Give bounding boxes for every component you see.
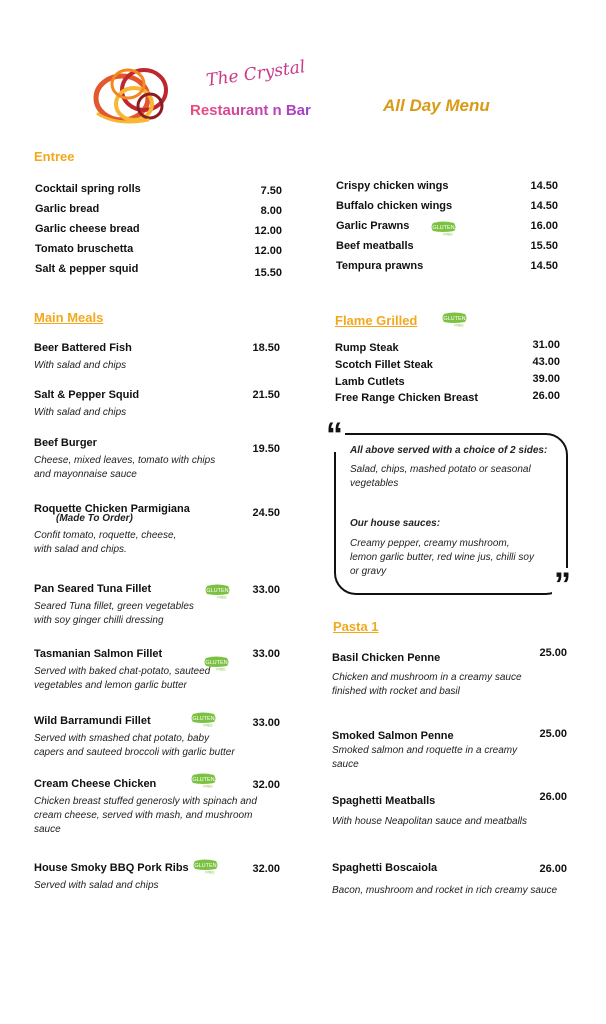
section-title-entree: Entree [34, 149, 75, 164]
pasta-item-price: 25.00 [539, 728, 567, 740]
entree-item-price: 15.50 [254, 267, 282, 279]
entree-item-name: Tomato bruschetta [35, 243, 134, 255]
gluten-free-badge-icon [192, 859, 219, 874]
main-item-name: Pan Seared Tuna Fillet [34, 583, 152, 595]
svg-text:FREE: FREE [217, 595, 227, 599]
main-item-note: (Made To Order) [56, 513, 133, 524]
entree-item-name: Garlic Prawns [336, 220, 410, 232]
quote-close: ” [554, 566, 571, 604]
gluten-free-badge-icon [190, 712, 217, 727]
pasta-item-price: 26.00 [539, 863, 567, 875]
entree-item-price: 7.50 [260, 185, 282, 197]
main-item-desc: With salad and chips [34, 360, 127, 371]
entree-item-name: Beef meatballs [336, 240, 414, 252]
section-title-flame-grilled: Flame Grilled [335, 313, 418, 328]
entree-item-name: Crispy chicken wings [336, 180, 449, 192]
entree-item-price: 8.00 [260, 205, 282, 217]
entree-item-price: 14.50 [530, 180, 558, 192]
entree-item-name: Tempura prawns [336, 260, 424, 272]
main-item-price: 32.00 [252, 779, 280, 791]
grill-item-price: 39.00 [532, 373, 560, 385]
entree-item-name: Garlic bread [35, 203, 100, 215]
entree-item-name: Salt & pepper squid [35, 263, 139, 275]
svg-text:FREE: FREE [454, 323, 464, 327]
entree-item-price: 15.50 [530, 240, 558, 252]
quote-open: “ [326, 416, 343, 454]
main-item-price: 33.00 [252, 584, 280, 596]
pasta-item-desc: finished with rocket and basil [332, 686, 460, 697]
entree-item-price: 12.00 [254, 245, 282, 257]
entree-item-name: Garlic cheese bread [35, 223, 140, 235]
main-item-desc: cream cheese, served with mash, and mushroom [34, 810, 253, 821]
entree-item-price: 14.50 [530, 260, 558, 272]
main-item-desc: Confit tomato, roquette, cheese, [34, 530, 177, 541]
main-item-price: 19.50 [252, 443, 280, 455]
brand-script: The Crystal [205, 57, 307, 91]
sides-title: All above served with a choice of 2 sides: [350, 445, 548, 456]
gluten-free-badge-icon [203, 656, 230, 671]
sauces-text-1: Creamy pepper, creamy mushroom, [350, 538, 510, 549]
svg-text:GLUTEN: GLUTEN [192, 716, 215, 722]
main-item-price: 24.50 [252, 507, 280, 519]
main-item-price: 33.00 [252, 717, 280, 729]
sides-text-1: Salad, chips, mashed potato or seasonal [350, 464, 531, 475]
main-item-desc: Chicken breast stuffed generosly with spinach and [34, 796, 257, 807]
main-item-desc: sauce [34, 824, 61, 835]
entree-item-price: 16.00 [530, 220, 558, 232]
sauces-title: Our house sauces: [350, 518, 441, 529]
pasta-item-desc: Chicken and mushroom in a creamy sauce [332, 672, 522, 683]
svg-text:FREE: FREE [203, 784, 213, 788]
grill-item-price: 43.00 [532, 356, 560, 368]
pasta-item-price: 26.00 [539, 791, 567, 803]
main-item-price: 33.00 [252, 648, 280, 660]
svg-text:GLUTEN: GLUTEN [205, 660, 228, 666]
svg-text:GLUTEN: GLUTEN [432, 225, 455, 231]
main-item-desc: and mayonnaise sauce [34, 469, 137, 480]
logo-swirl-icon [88, 54, 184, 134]
main-item-name: Salt & Pepper Squid [34, 389, 140, 401]
gluten-free-badge-icon [190, 773, 217, 788]
pasta-item-name: Smoked Salmon Penne [332, 730, 454, 742]
grill-item-name: Scotch Fillet Steak [335, 359, 433, 371]
entree-item-name: Cocktail spring rolls [35, 183, 141, 195]
main-item-desc: Cheese, mixed leaves, tomato with chips [34, 455, 216, 466]
entree-item-price: 12.00 [254, 225, 282, 237]
main-item-desc: Served with baked chat-potato, sauteed [34, 666, 211, 677]
pasta-item-desc: sauce [332, 759, 359, 770]
main-item-desc: With salad and chips [34, 407, 127, 418]
entree-item-price: 14.50 [530, 200, 558, 212]
main-item-price: 32.00 [252, 863, 280, 875]
main-item-desc: Served with salad and chips [34, 880, 159, 891]
gluten-free-badge-icon [204, 584, 231, 599]
brand-name: Restaurant n Bar [190, 102, 311, 119]
menu-title: All Day Menu [383, 96, 490, 115]
svg-text:GLUTEN: GLUTEN [194, 863, 217, 869]
grill-item-price: 26.00 [532, 390, 560, 402]
main-item-name: Cream Cheese Chicken [34, 778, 157, 790]
svg-text:GLUTEN: GLUTEN [192, 777, 215, 783]
pasta-item-desc: Smoked salmon and roquette in a creamy [332, 745, 518, 756]
section-title-pasta: Pasta 1 [333, 619, 379, 634]
main-item-desc: capers and sauteed broccoli with garlic butter [34, 747, 235, 758]
svg-text:GLUTEN: GLUTEN [206, 588, 229, 594]
main-item-desc: with soy ginger chilli dressing [34, 615, 164, 626]
pasta-item-name: Basil Chicken Penne [332, 652, 441, 664]
grill-item-name: Free Range Chicken Breast [335, 392, 479, 404]
main-item-name: Beef Burger [34, 437, 97, 449]
pasta-item-desc: With house Neapolitan sauce and meatballs [332, 816, 528, 827]
sauces-text-2: lemon garlic butter, red wine jus, chilli soy [350, 552, 534, 563]
svg-text:FREE: FREE [443, 232, 453, 236]
pasta-item-price: 25.00 [539, 647, 567, 659]
sauces-text-3: or gravy [350, 566, 387, 577]
svg-text:FREE: FREE [216, 667, 226, 671]
main-item-name: Beer Battered Fish [34, 342, 132, 354]
grill-item-name: Lamb Cutlets [335, 376, 405, 388]
section-title-main-meals: Main Meals [34, 310, 104, 325]
main-item-name: House Smoky BBQ Pork Ribs [34, 862, 189, 874]
main-item-name: Wild Barramundi Fillet [34, 715, 151, 727]
pasta-item-name: Spaghetti Boscaiola [332, 862, 438, 874]
main-item-desc: Served with smashed chat potato, baby [34, 733, 210, 744]
pasta-item-name: Spaghetti Meatballs [332, 795, 436, 807]
main-item-desc: vegetables and lemon garlic butter [34, 680, 187, 691]
grill-item-price: 31.00 [532, 339, 560, 351]
main-item-price: 21.50 [252, 389, 280, 401]
main-item-price: 18.50 [252, 342, 280, 354]
svg-text:FREE: FREE [203, 723, 213, 727]
gluten-free-badge-icon [430, 221, 457, 236]
main-item-name: Tasmanian Salmon Fillet [34, 648, 163, 660]
entree-item-name: Buffalo chicken wings [336, 200, 453, 212]
main-item-desc: with salad and chips. [34, 544, 127, 555]
sides-text-2: vegetables [350, 478, 399, 489]
svg-text:GLUTEN: GLUTEN [443, 316, 466, 322]
main-item-name: Roquette Chicken Parmigiana [34, 503, 190, 515]
grill-item-name: Rump Steak [335, 342, 399, 354]
pasta-item-desc: Bacon, mushroom and rocket in rich creamy sauce [332, 885, 558, 896]
svg-text:FREE: FREE [205, 870, 215, 874]
gluten-free-badge-icon [441, 312, 468, 327]
main-item-desc: Seared Tuna fillet, green vegetables [34, 601, 194, 612]
